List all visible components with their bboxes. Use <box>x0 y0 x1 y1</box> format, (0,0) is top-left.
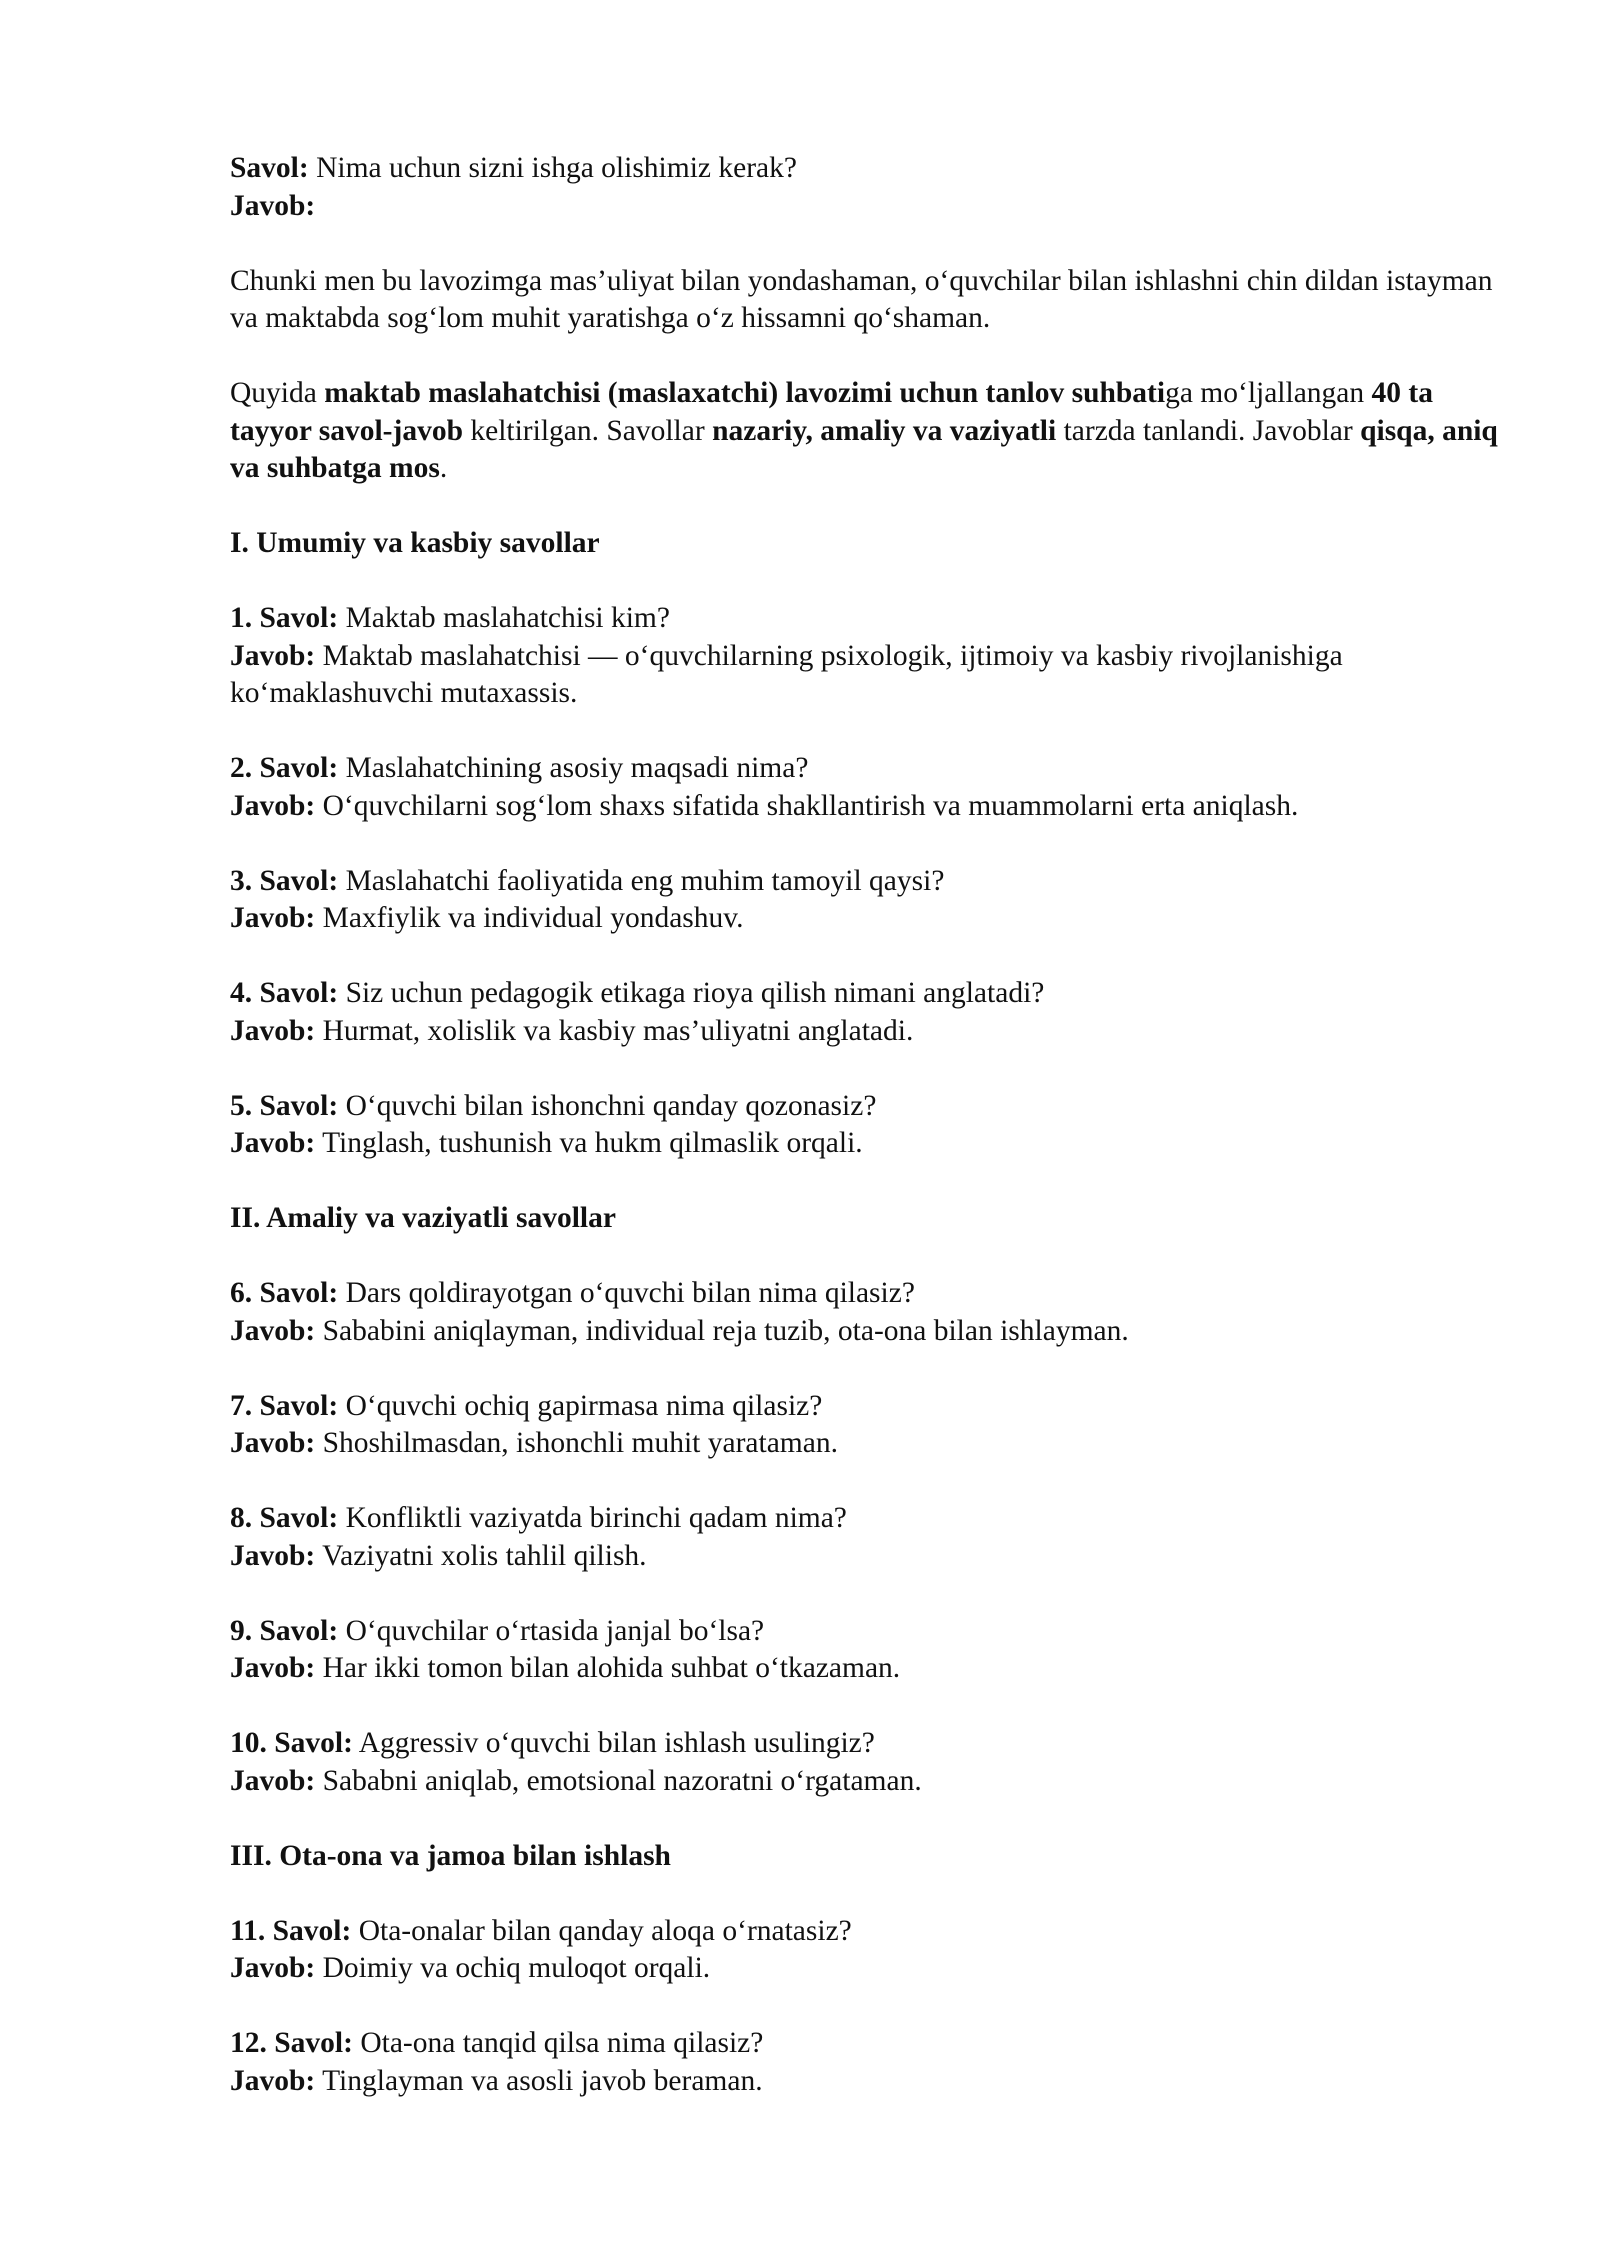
answer-text: Sababni aniqlab, emotsional nazoratni o‘rgataman. <box>322 1764 922 1797</box>
question-number: 7. <box>230 1389 253 1422</box>
qa-item <box>230 600 1500 713</box>
lead-text: Quyida <box>230 377 325 409</box>
qa-item <box>230 1388 1500 1463</box>
qa-item <box>230 1088 1500 1163</box>
savol-label: Savol: <box>259 864 339 897</box>
javob-label: Javob: <box>230 639 316 672</box>
document-page <box>230 150 1500 2138</box>
answer-text: Doimiy va ochiq muloqot orqali. <box>322 1952 711 1984</box>
qa-item <box>230 1913 1500 1988</box>
question-number: 12. <box>230 2027 267 2059</box>
javob-label: Javob: <box>230 1014 316 1047</box>
lead-bold: qisqa, aniq va suhbatga mos <box>230 414 1498 484</box>
savol-label: Savol: <box>274 1727 353 1759</box>
answer-text: Shoshilmasdan, ishonchli muhit yarataman. <box>322 1427 838 1459</box>
question-number: 9. <box>230 1614 253 1647</box>
lead-paragraph <box>230 375 1500 488</box>
answer-text: Har ikki tomon bilan alohida suhbat o‘tkazaman. <box>322 1652 901 1684</box>
answer-text: Vaziyatni xolis tahlil qilish. <box>322 1539 647 1572</box>
javob-label: Javob: <box>230 1952 316 1984</box>
qa-item <box>230 750 1500 825</box>
qa-item <box>230 863 1500 938</box>
answer-text: Tinglayman va asosli javob beraman. <box>322 2064 763 2097</box>
question-text: O‘quvchi ochiq gapirmasa nima qilasiz? <box>345 1389 823 1422</box>
savol-label: Savol: <box>259 1089 339 1122</box>
section-heading: I. Umumiy va kasbiy savollar <box>230 527 600 559</box>
javob-label: Javob: <box>230 1652 316 1684</box>
question-text: Ota-ona tanqid qilsa nima qilasiz? <box>360 2027 764 2059</box>
answer-text: O‘quvchilarni sog‘lom shaxs sifatida shakllantirish va muammolarni erta aniqlash. <box>322 789 1299 822</box>
question-text: O‘quvchi bilan ishonchni qanday qozonasiz? <box>345 1089 877 1122</box>
qa-item <box>230 2025 1500 2100</box>
qa-item <box>230 1500 1500 1575</box>
question-number: 2. <box>230 752 253 784</box>
javob-label: Javob: <box>230 2064 316 2097</box>
intro-answer: Chunki men bu lavozimga mas’uliyat bilan yondashaman, o‘quvchilar bilan ishlashni chin dildan istayman va maktabda sog‘lom muhit yaratishga o‘z hissamni qo‘shaman. <box>230 264 1493 334</box>
question-text: Nima uchun sizni ishga olishimiz kerak? <box>308 152 797 184</box>
qa-item <box>230 975 1500 1050</box>
savol-label: Savol: <box>259 977 339 1009</box>
question-text: O‘quvchilar o‘rtasida janjal bo‘lsa? <box>345 1614 765 1647</box>
question-number: 5. <box>230 1089 253 1122</box>
qa-item <box>230 1725 1500 1800</box>
lead-text: tarzda tanlandi. Javoblar <box>1056 414 1361 447</box>
lead-text: ga mo‘ljallangan <box>1165 377 1372 409</box>
answer-text: Tinglash, tushunish va hukm qilmaslik orqali. <box>322 1127 863 1159</box>
answer-text: Sababini aniqlayman, individual reja tuzib, ota-ona bilan ishlayman. <box>322 1314 1129 1347</box>
javob-label: Javob: <box>230 1539 316 1572</box>
lead-bold: maktab maslahatchisi (maslaxatchi) lavozimi uchun tanlov suhbati <box>324 377 1166 409</box>
qa-item <box>230 1613 1500 1688</box>
question-text: Dars qoldirayotgan o‘quvchi bilan nima qilasiz? <box>345 1277 915 1309</box>
savol-label: Savol: <box>259 1389 339 1422</box>
answer-text: Maktab maslahatchisi — o‘quvchilarning psixologik, ijtimoiy va kasbiy rivojlanishiga ko‘maklashuvchi mutaxassis. <box>230 639 1343 709</box>
javob-label: Javob: <box>230 1427 316 1459</box>
answer-text: Hurmat, xolislik va kasbiy mas’uliyatni anglatadi. <box>322 1014 914 1047</box>
answer-text: Maxfiylik va individual yondashuv. <box>322 902 744 934</box>
section-heading: III. Ota-ona va jamoa bilan ishlash <box>230 1839 671 1872</box>
javob-label: Javob: <box>230 1127 316 1159</box>
question-text: Maslahatchining asosiy maqsadi nima? <box>345 752 809 784</box>
question-number: 4. <box>230 977 253 1009</box>
javob-label: Javob: <box>230 789 316 822</box>
lead-text: . <box>439 452 448 484</box>
intro-javob-line <box>230 188 1500 226</box>
question-number: 11. <box>230 1914 266 1947</box>
savol-label: Savol: <box>230 152 309 184</box>
savol-label: Savol: <box>259 1502 339 1534</box>
question-text: Aggressiv o‘quvchi bilan ishlash usulingiz? <box>358 1727 875 1759</box>
question-number: 8. <box>230 1502 253 1534</box>
question-text: Maslahatchi faoliyatida eng muhim tamoyil qaysi? <box>345 864 945 897</box>
question-number: 3. <box>230 864 253 897</box>
question-number: 1. <box>230 602 253 634</box>
question-number: 10. <box>230 1727 267 1759</box>
lead-text: keltirilgan. Savollar <box>463 414 713 447</box>
javob-label: Javob: <box>230 189 316 222</box>
savol-label: Savol: <box>259 752 339 784</box>
savol-label: Savol: <box>259 602 339 634</box>
savol-label: Savol: <box>272 1914 352 1947</box>
question-text: Ota-onalar bilan qanday aloqa o‘rnatasiz? <box>358 1914 852 1947</box>
intro-question <box>230 150 1500 188</box>
lead-bold: 40 ta tayyor savol-javob <box>230 377 1433 447</box>
question-text: Maktab maslahatchisi kim? <box>345 602 670 634</box>
savol-label: Savol: <box>274 2027 353 2059</box>
javob-label: Javob: <box>230 902 316 934</box>
savol-label: Savol: <box>259 1277 339 1309</box>
qa-item <box>230 1275 1500 1350</box>
savol-label: Savol: <box>259 1614 339 1647</box>
lead-bold: nazariy, amaliy va vaziyatli <box>712 414 1057 447</box>
question-text: Siz uchun pedagogik etikaga rioya qilish nimani anglatadi? <box>345 977 1045 1009</box>
question-text: Konfliktli vaziyatda birinchi qadam nima? <box>345 1502 847 1534</box>
section-heading: II. Amaliy va vaziyatli savollar <box>230 1202 616 1234</box>
javob-label: Javob: <box>230 1764 316 1797</box>
question-number: 6. <box>230 1277 253 1309</box>
javob-label: Javob: <box>230 1314 316 1347</box>
